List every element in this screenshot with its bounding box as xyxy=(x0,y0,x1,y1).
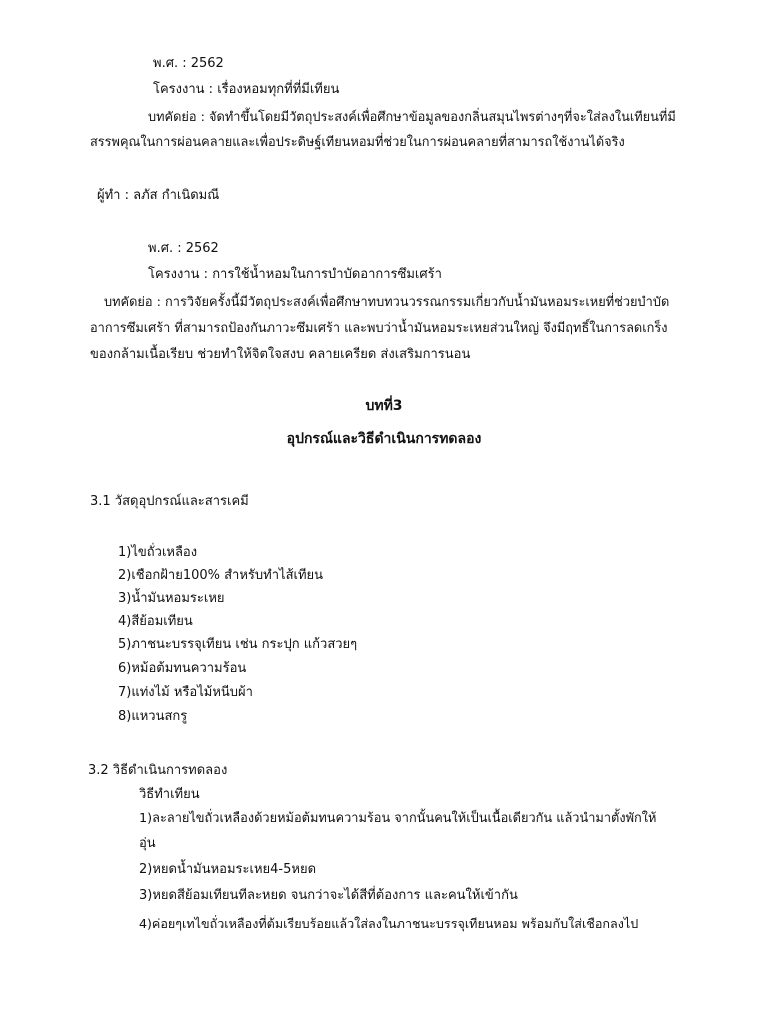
ref2-abstract-line3: ของกล้ามเนื้อเรียบ ช่วยทำให้จิตใจสงบ คลายเครียด ส่งเสริมการนอน xyxy=(90,347,471,362)
chapter-number: บทที่3 xyxy=(365,398,403,414)
ref2-project: โครงงาน : การใช้น้ำหอมในการบำบัดอาการซึมเศร้า xyxy=(148,267,442,282)
section1-heading: 3.1 วัสดุอุปกรณ์และสารเคมี xyxy=(90,494,249,509)
materials-list-item: 6)หม้อต้มทนความร้อน xyxy=(118,661,247,676)
materials-list-item: 4)สีย้อมเทียน xyxy=(118,614,193,629)
section2-heading: 3.2 วิธีดำเนินการทดลอง xyxy=(88,763,228,778)
ref1-abstract-line1: บทคัดย่อ : จัดทำขึ้นโดยมีวัตถุประสงค์เพื่อศึกษาข้อมูลของกลิ่นสมุนไพรต่างๆที่จะใส่ลงในเทียนที่มี xyxy=(148,110,676,125)
method-step: 4)ค่อยๆเทไขถั่วเหลืองที่ต้มเรียบร้อยแล้วใส่ลงในภาชนะบรรจุเทียนหอม พร้อมกับใส่เชือกลงไป xyxy=(139,916,639,931)
ref2-abstract-line1: บทคัดย่อ : การวิจัยครั้งนี้มีวัตถุประสงค์เพื่อศึกษาทบทวนวรรณกรรมเกี่ยวกับน้ำมันหอมระเหยที่ช่วยบำบัด xyxy=(104,295,670,310)
method-step: 1)ละลายไขถั่วเหลืองด้วยหม้อต้มทนความร้อน จากนั้นคนให้เป็นเนื้อเดียวกัน แล้วนำมาตั้งพักให้ xyxy=(139,811,657,826)
ref1-year: พ.ศ. : 2562 xyxy=(153,56,224,71)
method-step: 3)หยดสีย้อมเทียนทีละหยด จนกว่าจะได้สีที่ต้องการ และคนให้เข้ากัน xyxy=(139,888,518,903)
materials-list-item: 1)ไขถั่วเหลือง xyxy=(118,545,198,560)
materials-list-item: 8)แหวนสกรู xyxy=(118,709,188,724)
ref2-abstract-line2: อาการซึมเศร้า ที่สามารถป้องกันภาวะซึมเศร้า และพบว่าน้ำมันหอมระเหยส่วนใหญ่ จึงมีฤทธิ์ในการลดเกร็ง xyxy=(90,321,668,336)
materials-list-item: 2)เชือกฝ้าย100% สำหรับทำไส้เทียน xyxy=(118,568,324,583)
materials-list-item: 5)ภาชนะบรรจุเทียน เช่น กระปุก แก้วสวยๆ xyxy=(118,637,358,652)
ref1-abstract-line2: สรรพคุณในการผ่อนคลายและเพื่อประดิษฐ์เทียนหอมที่ช่วยในการผ่อนคลายที่สามารถใช้งานได้จริง xyxy=(90,135,625,150)
chapter-title: อุปกรณ์และวิธีดำเนินการทดลอง xyxy=(286,431,482,447)
section2-subheading: วิธีทำเทียน xyxy=(139,787,200,802)
materials-list-item: 3)น้ำมันหอมระเหย xyxy=(118,591,225,606)
materials-list-item: 7)แท่งไม้ หรือไม้หนีบผ้า xyxy=(118,685,253,700)
method-step: 2)หยดน้ำมันหอมระเหย4-5หยด xyxy=(139,862,317,877)
method-step-continuation: อุ่น xyxy=(139,836,156,851)
ref2-author: ผู้ทำ : ลภัส กำเนิดมณี xyxy=(97,188,220,203)
ref2-year: พ.ศ. : 2562 xyxy=(148,241,219,256)
ref1-project: โครงงาน : เรื่องหอมทุกที่ที่มีเทียน xyxy=(153,82,340,97)
